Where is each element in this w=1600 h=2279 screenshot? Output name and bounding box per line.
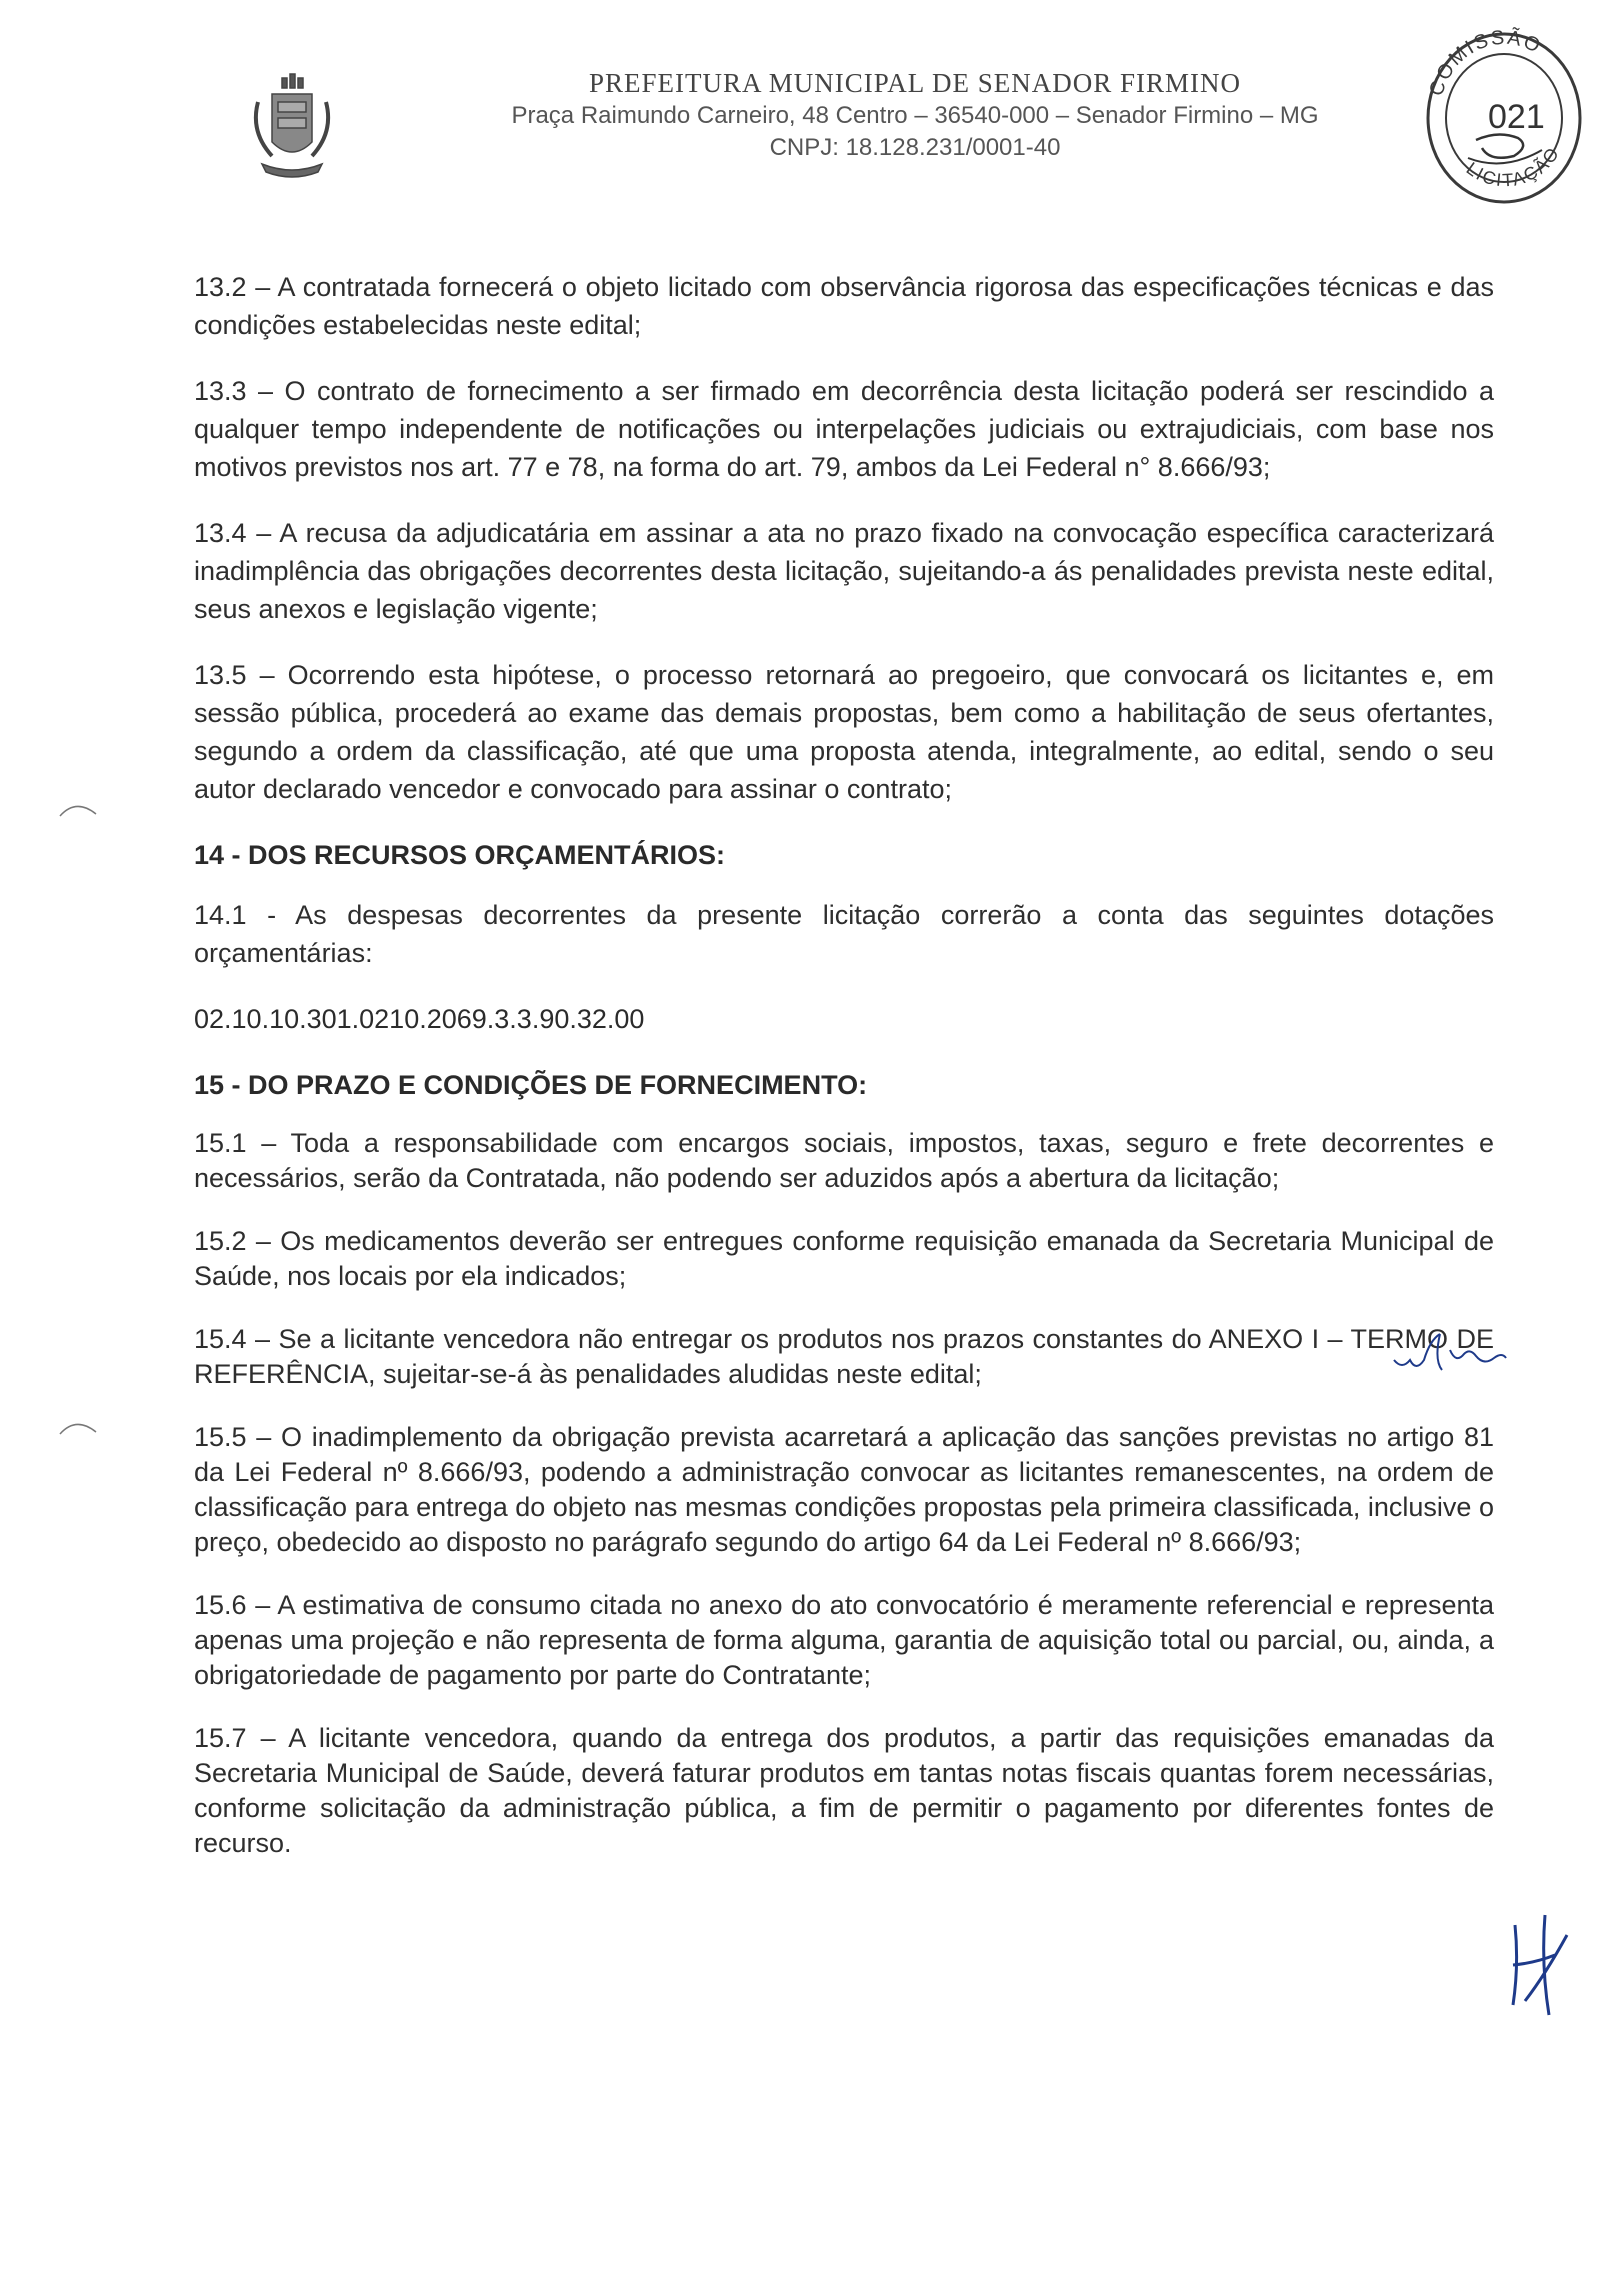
- section-heading-15: 15 - DO PRAZO E CONDIÇÕES DE FORNECIMENTO:: [194, 1070, 868, 1100]
- margin-mark-icon: [56, 796, 100, 820]
- clause-14-1: 14.1 - As despesas decorrentes da presente licitação correrão a conta das seguintes dotações orçamentárias:: [194, 900, 1494, 968]
- clause-13-4: 13.4 – A recusa da adjudicatária em assinar a ata no prazo fixado na convocação específica caracterizará inadimplência das obrigações decorrentes desta licitação, sujeitando-a ás penalidades prevista neste edital, seus anexos e legislação vigente;: [194, 518, 1494, 624]
- clause-15-5: 15.5 – O inadimplemento da obrigação prevista acarretará a aplicação das sanções previstas no artigo 81 da Lei Federal nº 8.666/93, podendo a administração convocar as licitantes remanescentes, na ordem de classificação para entrega do objeto nas mesmas condições propostas pela primeira classificada, inclusive o preço, obedecido ao disposto no parágrafo segundo do artigo 64 da Lei Federal nº 8.666/93;: [194, 1422, 1494, 1557]
- clause-15-6: 15.6 – A estimativa de consumo citada no anexo do ato convocatório é meramente referencial e representa apenas uma projeção e não representa de forma alguma, garantia de aquisição total ou parcial, ou, ainda, a obrigatoriedade de pagamento por parte do Contratante;: [194, 1590, 1494, 1690]
- stamp-top-text: COMISSÃO: [1425, 26, 1546, 99]
- clause-13-5: 13.5 – Ocorrendo esta hipótese, o processo retornará ao pregoeiro, que convocará os licitantes e, em sessão pública, procederá ao exame das demais propostas, bem como a habilitação de seus ofertantes, segundo a ordem da classificação, até que uma proposta atenda, integralmente, ao edital, sendo o seu autor declarado vencedor e convocado para assinar o contrato;: [194, 660, 1494, 804]
- section-heading-14: 14 - DOS RECURSOS ORÇAMENTÁRIOS:: [194, 840, 726, 870]
- document-body: [194, 268, 1494, 1889]
- stamp-number: 021: [1488, 98, 1545, 136]
- margin-mark-icon: [56, 1414, 100, 1438]
- org-address: Praça Raimundo Carneiro, 48 Centro – 36540-000 – Senador Firmino – MG: [511, 102, 1319, 129]
- clause-15-1: 15.1 – Toda a responsabilidade com encargos sociais, impostos, taxas, seguro e frete decorrentes e necessários, serão da Contratada, não podendo ser aduzidos após a abertura da licitação;: [194, 1128, 1494, 1193]
- clause-15-4: 15.4 – Se a licitante vencedora não entregar os produtos nos prazos constantes do ANEXO I – TERMO DE REFERÊNCIA, sujeitar-se-á às penalidades aludidas neste edital;: [194, 1324, 1494, 1389]
- clause-13-3: 13.3 – O contrato de fornecimento a ser firmado em decorrência desta licitação poderá ser rescindido a qualquer tempo independente de notificações ou interpelações judiciais ou extrajudiciais, com base nos motivos previstos nos art. 77 e 78, na forma do art. 79, ambos da Lei Federal n° 8.666/93;: [194, 376, 1494, 482]
- svg-text:COMISSÃO: [1425, 25, 1545, 99]
- clause-15-2: 15.2 – Os medicamentos deverão ser entregues conforme requisição emanada da Secretaria Municipal de Saúde, nos locais por ela indicados;: [194, 1226, 1494, 1291]
- clause-13-2: 13.2 – A contratada fornecerá o objeto licitado com observância rigorosa das especificações técnicas e das condições estabelecidas neste edital;: [194, 272, 1494, 340]
- svg-text:LICITAÇÃO: [1463, 143, 1564, 191]
- budget-code: 02.10.10.301.0210.2069.3.3.90.32.00: [194, 1004, 645, 1034]
- org-name: PREFEITURA MUNICIPAL DE SENADOR FIRMINO: [588, 68, 1242, 98]
- municipal-crest-icon: [244, 72, 340, 184]
- letterhead: [420, 66, 1410, 164]
- handwritten-rubric-icon: [1390, 1320, 1510, 1380]
- stamp-bottom-text: LICITAÇÃO: [1462, 142, 1564, 191]
- signature-initials-icon: [1505, 1905, 1575, 2025]
- org-cnpj: CNPJ: 18.128.231/0001-40: [769, 134, 1061, 161]
- clause-15-7: 15.7 – A licitante vencedora, quando da entrega dos produtos, a partir das requisições emanadas da Secretaria Municipal de Saúde, deverá faturar produtos em tantas notas fiscais quantas forem necessárias, conforme solicitação da administração pública, a fim de permitir o pagamento por diferentes fontes de recurso.: [194, 1723, 1494, 1858]
- commission-stamp-icon: [1418, 22, 1588, 212]
